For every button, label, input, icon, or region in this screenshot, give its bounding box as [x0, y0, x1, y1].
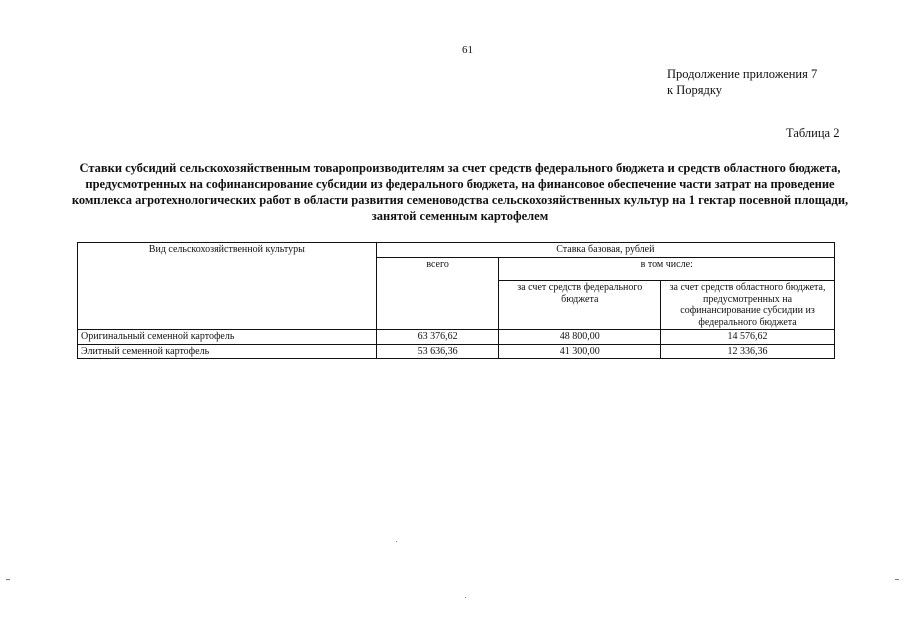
row-crop: Оригинальный семенной картофель: [78, 330, 377, 345]
subsidy-rates-table: [77, 242, 835, 359]
table-row: [78, 344, 835, 359]
scan-mark: [465, 597, 466, 598]
row-crop: Элитный семенной картофель: [78, 344, 377, 359]
table-header-row-1: [78, 243, 835, 258]
row-regional: 14 576,62: [661, 330, 835, 345]
row-federal: 48 800,00: [499, 330, 661, 345]
appendix-line-1: Продолжение приложения 7: [667, 67, 818, 81]
header-federal: за счет средств федерального бюджета: [499, 281, 661, 330]
page-number: 61: [462, 44, 473, 56]
row-regional: 12 336,36: [661, 344, 835, 359]
header-rate: Ставка базовая, рублей: [376, 243, 834, 258]
header-including: в том числе:: [499, 257, 835, 281]
scan-mark: [6, 579, 10, 580]
row-total: 63 376,62: [376, 330, 499, 345]
appendix-reference: [667, 66, 817, 98]
scan-mark: [396, 541, 397, 542]
scan-mark: [895, 579, 899, 580]
row-federal: 41 300,00: [499, 344, 661, 359]
table-caption: Таблица 2: [786, 126, 840, 140]
row-total: 53 636,36: [376, 344, 499, 359]
document-title: Ставки субсидий сельскохозяйственным товаропроизводителям за счет средств федерального бюджета и средств областного бюджета, предусмотренных на софинансирование субсидии из федерального бюджета, на финансовое обеспечение части затрат на проведение комплекса агротехнологических работ в области развития семеноводства сельскохозяйственных культур на 1 гектар посевной площади, занятой семенным картофелем: [71, 161, 849, 223]
table-row: [78, 330, 835, 345]
header-crop: Вид сельскохозяйственной культуры: [78, 243, 377, 330]
header-total: всего: [376, 257, 499, 330]
appendix-line-2: к Порядку: [667, 83, 722, 97]
header-regional: за счет средств областного бюджета, предусмотренных на софинансирование субсидии из федерального бюджета: [661, 281, 835, 330]
